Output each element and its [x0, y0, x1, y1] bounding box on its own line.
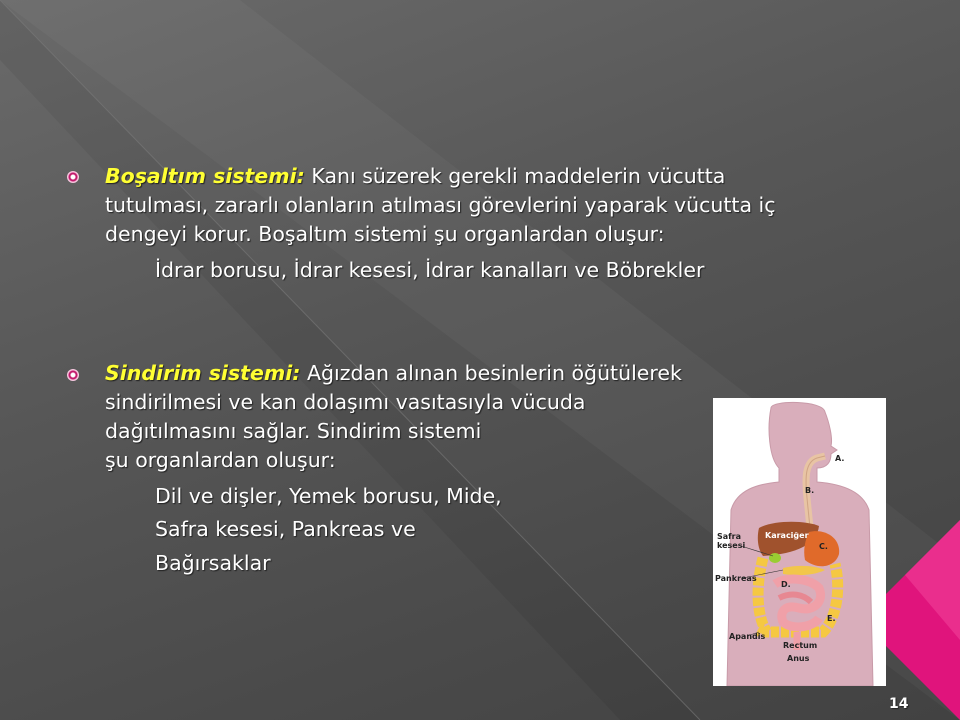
excretory-line-3: dengeyi korur. Boşaltım sistemi şu organlardan oluşur: — [105, 222, 665, 246]
bullet-icon — [67, 171, 79, 183]
digestive-line-2: sindirilmesi ve kan dolaşımı vasıtasıyla vücuda — [105, 390, 586, 414]
label-b: B. — [805, 486, 815, 495]
page-number: 14 — [889, 696, 909, 712]
label-e: E. — [827, 614, 836, 623]
digestive-organs-line-3: Bağırsaklar — [155, 551, 271, 575]
excretory-organs-list: İdrar borusu, İdrar kesesi, İdrar kanalları ve Böbrekler — [155, 258, 705, 282]
digestive-system-paragraph — [105, 359, 682, 475]
excretory-system-paragraph — [105, 162, 776, 249]
digestive-line-1: Sindirim sistemi: Ağızdan alınan besinlerin öğütülerek — [105, 361, 682, 385]
label-safra-1: Safra — [717, 532, 741, 541]
label-karaciger: Karaciğer — [765, 531, 809, 540]
digestive-system-illustration — [713, 398, 886, 686]
excretory-system-label: Boşaltım sistemi: — [105, 164, 305, 188]
digestive-line-3: dağıtılmasını sağlar. Sindirim sistemi — [105, 419, 482, 443]
label-safra-2: kesesi — [717, 541, 746, 550]
excretory-line-2: tutulması, zararlı olanların atılması görevlerini yaparak vücutta iç — [105, 193, 776, 217]
digestive-organs-line-2: Safra kesesi, Pankreas ve — [155, 517, 416, 541]
bullet-icon — [67, 369, 79, 381]
digestive-line-4: şu organlardan oluşur: — [105, 448, 336, 472]
excretory-line-1: Boşaltım sistemi: Kanı süzerek gerekli maddelerin vücutta — [105, 164, 726, 188]
label-a: A. — [835, 454, 845, 463]
digestive-organs-line-1: Dil ve dişler, Yemek borusu, Mide, — [155, 484, 502, 508]
label-apandis: Apandis — [729, 632, 766, 641]
label-c: C. — [819, 542, 828, 551]
digestive-system-label: Sindirim sistemi: — [105, 361, 301, 385]
label-rectum: Rectum — [783, 641, 818, 650]
label-d: D. — [781, 580, 791, 589]
label-anus: Anus — [787, 654, 810, 663]
label-pankreas: Pankreas — [715, 574, 757, 583]
